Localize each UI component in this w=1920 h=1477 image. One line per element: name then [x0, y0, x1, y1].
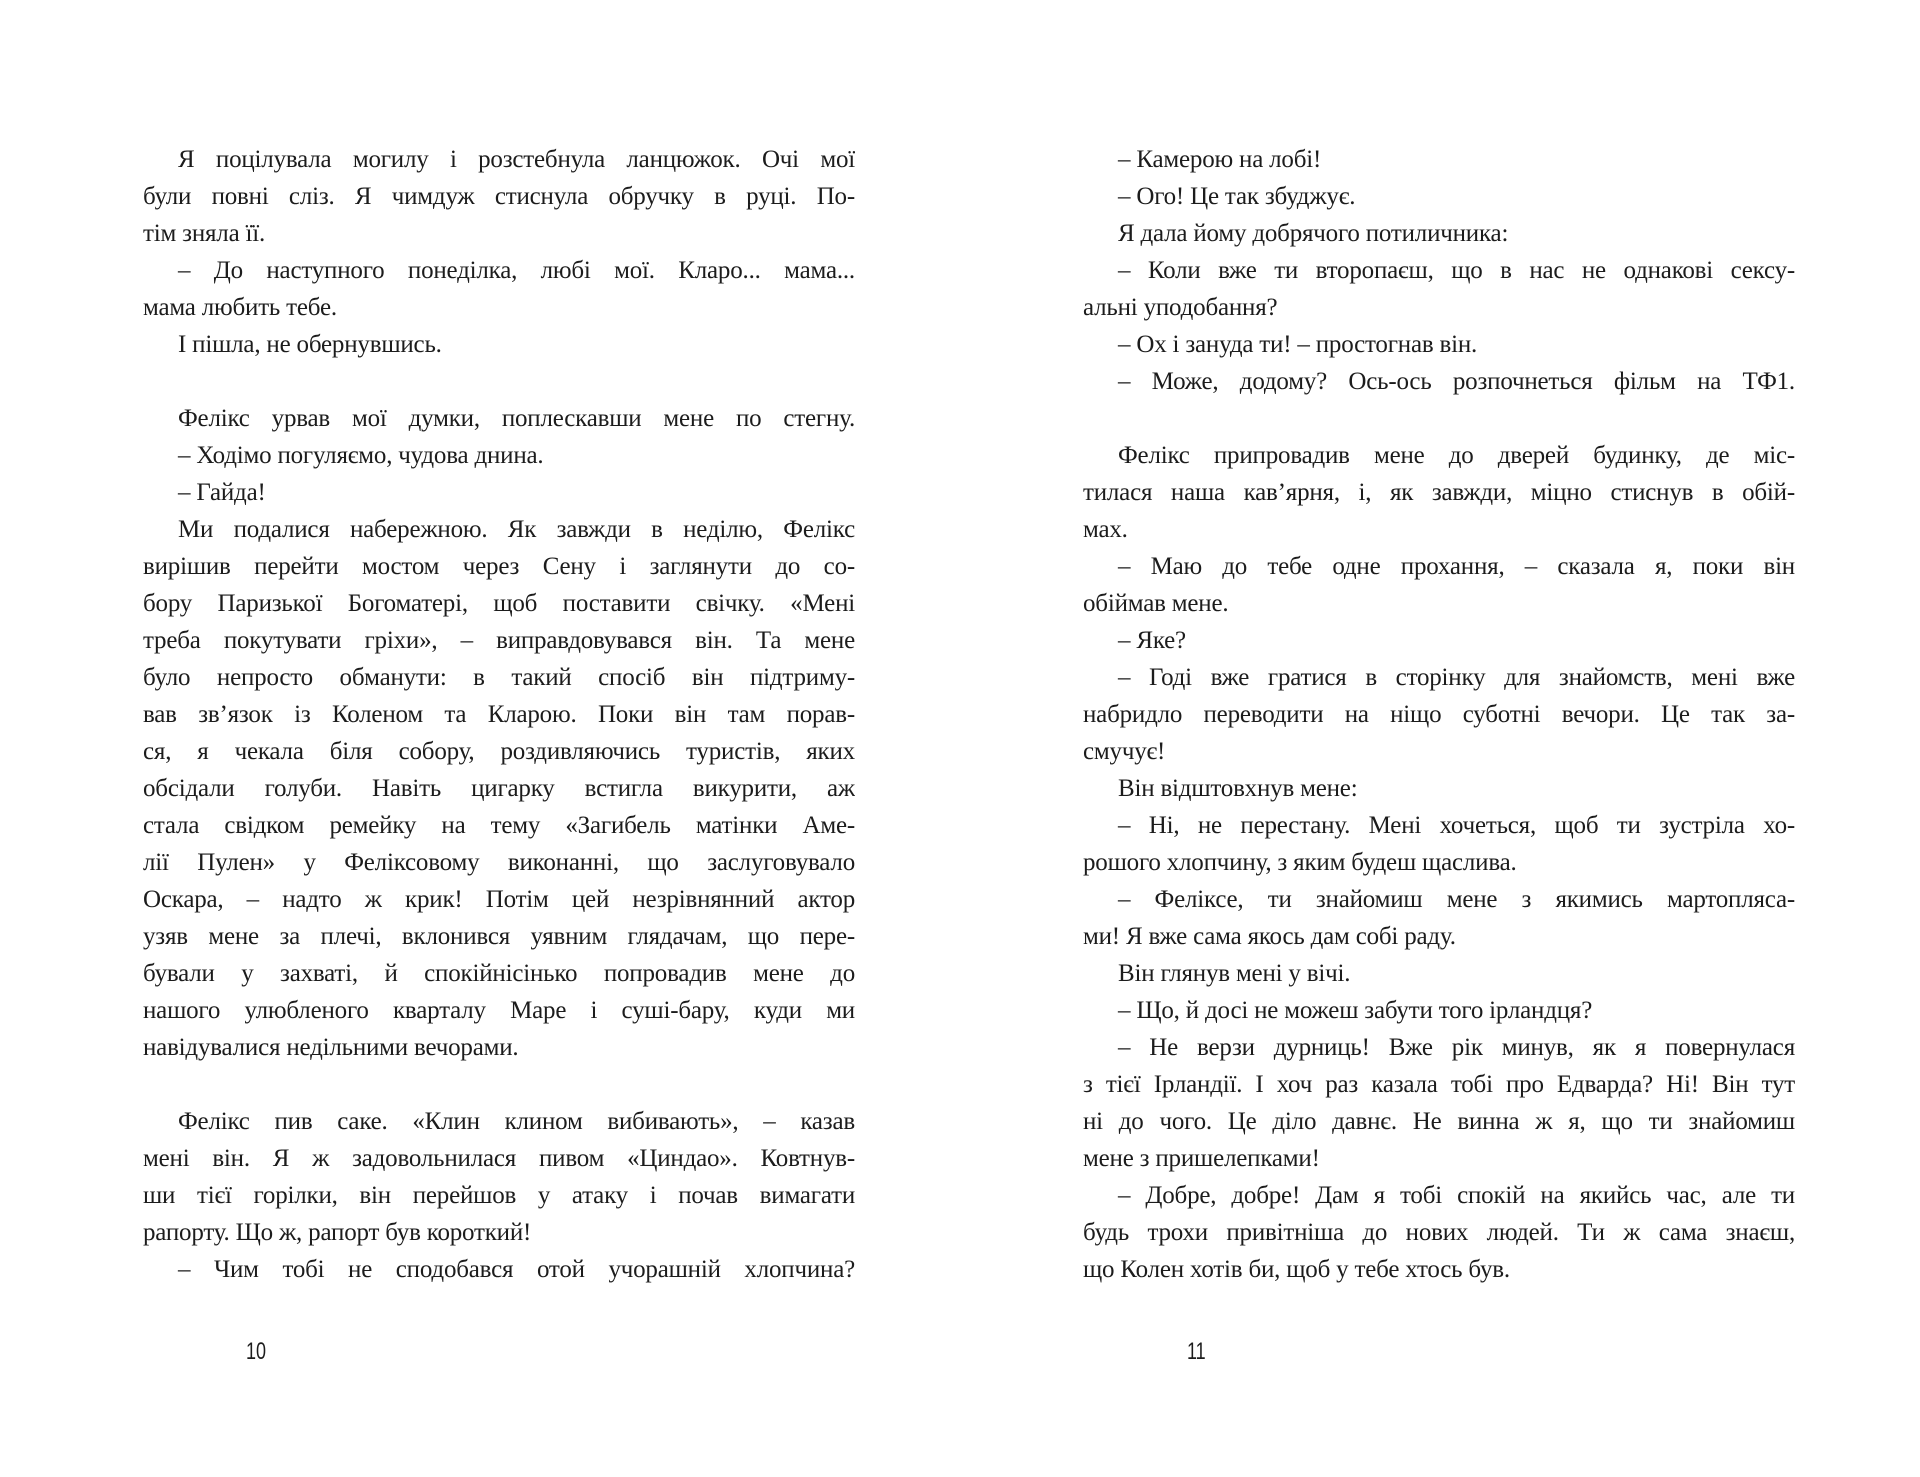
text-line: – Ні, не перестану. Мені хочеться, щоб ти зустріла хо-	[1118, 812, 1795, 839]
text-line: обсідали голуби. Навіть цигарку встигла викурити, аж	[143, 775, 855, 802]
text-line: було непросто обманути: в такий спосіб він підтриму-	[143, 664, 855, 691]
text-line: Він відштовхнув мене:	[1118, 775, 1358, 802]
text-line: стала свідком ремейку на тему «Загибель матінки Аме-	[143, 812, 855, 839]
left-page-number: 10	[246, 1338, 267, 1365]
text-line: узяв мене за плечі, вклонився уявним глядачам, що пере-	[143, 923, 855, 950]
text-line: – Гайда!	[178, 479, 266, 506]
text-line: Він глянув мені у вічі.	[1118, 960, 1351, 987]
text-line: – Не верзи дурниць! Вже рік минув, як я повернулася	[1118, 1034, 1795, 1061]
text-line: Ми подалися набережною. Як завжди в неділю, Фелікс	[178, 516, 855, 543]
text-line: – Ходімо погуляємо, чудова днина.	[178, 442, 544, 469]
text-line: лії Пулен» у Феліксовому виконанні, що заслуговувало	[143, 849, 855, 876]
text-line: були повні сліз. Я чимдуж стиснула обручку в руці. По-	[143, 183, 855, 210]
text-line: – Камерою на лобі!	[1118, 146, 1322, 173]
text-line: мах.	[1083, 516, 1128, 543]
text-line: – Добре, добре! Дам я тобі спокій на якийсь час, але ти	[1118, 1182, 1795, 1209]
paragraph-break	[1083, 400, 1795, 437]
text-line: що Колен хотів би, щоб у тебе хтось був.	[1083, 1256, 1510, 1283]
text-line: ні до чого. Це діло давнє. Не винна ж я, що ти знайомиш	[1083, 1108, 1795, 1135]
text-line: – Феліксе, ти знайомиш мене з якимись мартопляса-	[1118, 886, 1795, 913]
text-line: – Годі вже гратися в сторінку для знайомств, мені вже	[1118, 664, 1795, 691]
left-page-text	[143, 141, 855, 1288]
text-line: Я дала йому добрячого потиличника:	[1118, 220, 1509, 247]
text-line: – Чим тобі не сподобався отой учорашній хлопчина?	[178, 1256, 855, 1283]
text-line: рошого хлопчину, з яким будеш щаслива.	[1083, 849, 1517, 876]
text-line: ся, я чекала біля собору, роздивляючись туристів, яких	[143, 738, 855, 765]
paragraph-break	[143, 1066, 855, 1103]
text-line: смучує!	[1083, 738, 1166, 765]
paragraph-break	[143, 363, 855, 400]
text-line: – Яке?	[1118, 627, 1186, 654]
text-line: набридло переводити на ніщо суботні вечори. Це так за-	[1083, 701, 1795, 728]
text-line: – Ох і зануда ти! – простогнав він.	[1118, 331, 1478, 358]
text-line: нашого улюбленого кварталу Маре і суші-бару, куди ми	[143, 997, 855, 1024]
text-line: Фелікс припровадив мене до дверей будинку, де міс-	[1118, 442, 1795, 469]
text-line: тилася наша кав’ярня, і, як завжди, міцно стиснув в обій-	[1083, 479, 1795, 506]
right-page-number: 11	[1187, 1338, 1206, 1365]
text-line: Я поцілувала могилу і розстебнула ланцюжок. Очі мої	[178, 146, 855, 173]
text-line: – Коли вже ти второпаєш, що в нас не однакові сексу-	[1118, 257, 1795, 284]
text-line: І пішла, не обернувшись.	[178, 331, 442, 358]
right-page-text	[1083, 141, 1795, 1288]
text-line: мене з пришелепками!	[1083, 1145, 1320, 1172]
text-line: мені він. Я ж задовольнилася пивом «Циндао». Ковтнув-	[143, 1145, 855, 1172]
text-line: – До наступного понеділка, любі мої. Кларо... мама...	[178, 257, 855, 284]
text-line: альні уподобання?	[1083, 294, 1278, 321]
text-line: Фелікс пив саке. «Клин клином вибивають», – казав	[178, 1108, 855, 1135]
text-line: бували у захваті, й спокійнісінько попровадив мене до	[143, 960, 855, 987]
text-line: треба покутувати гріхи», – виправдовувався він. Та мене	[143, 627, 855, 654]
text-line: обіймав мене.	[1083, 590, 1229, 617]
text-line: Фелікс урвав мої думки, поплескавши мене по стегну.	[178, 405, 855, 432]
text-line: рапорту. Що ж, рапорт був короткий!	[143, 1219, 532, 1246]
text-line: ши тієї горілки, він перейшов у атаку і почав вимагати	[143, 1182, 855, 1209]
text-line: вав зв’язок із Коленом та Кларою. Поки він там порав-	[143, 701, 855, 728]
text-line: вирішив перейти мостом через Сену і заглянути до со-	[143, 553, 855, 580]
text-line: з тієї Ірландії. І хоч раз казала тобі про Едварда? Ні! Він тут	[1083, 1071, 1795, 1098]
text-line: – Що, й досі не можеш забути того ірландця?	[1118, 997, 1593, 1024]
text-line: – Може, додому? Ось-ось розпочнеться фільм на ТФ1.	[1118, 368, 1795, 395]
text-line: Оскара, – надто ж крик! Потім цей незрівнянний актор	[143, 886, 855, 913]
text-line: будь трохи привітніша до нових людей. Ти ж сама знаєш,	[1083, 1219, 1795, 1246]
text-line: бору Паризької Богоматері, щоб поставити свічку. «Мені	[143, 590, 855, 617]
text-line: ми! Я вже сама якось дам собі раду.	[1083, 923, 1456, 950]
text-line: – Ого! Це так збуджує.	[1118, 183, 1356, 210]
text-line: навідувалися недільними вечорами.	[143, 1034, 519, 1061]
text-line: – Маю до тебе одне прохання, – сказала я, поки він	[1118, 553, 1795, 580]
text-line: тім зняла її.	[143, 220, 266, 247]
text-line: мама любить тебе.	[143, 294, 337, 321]
